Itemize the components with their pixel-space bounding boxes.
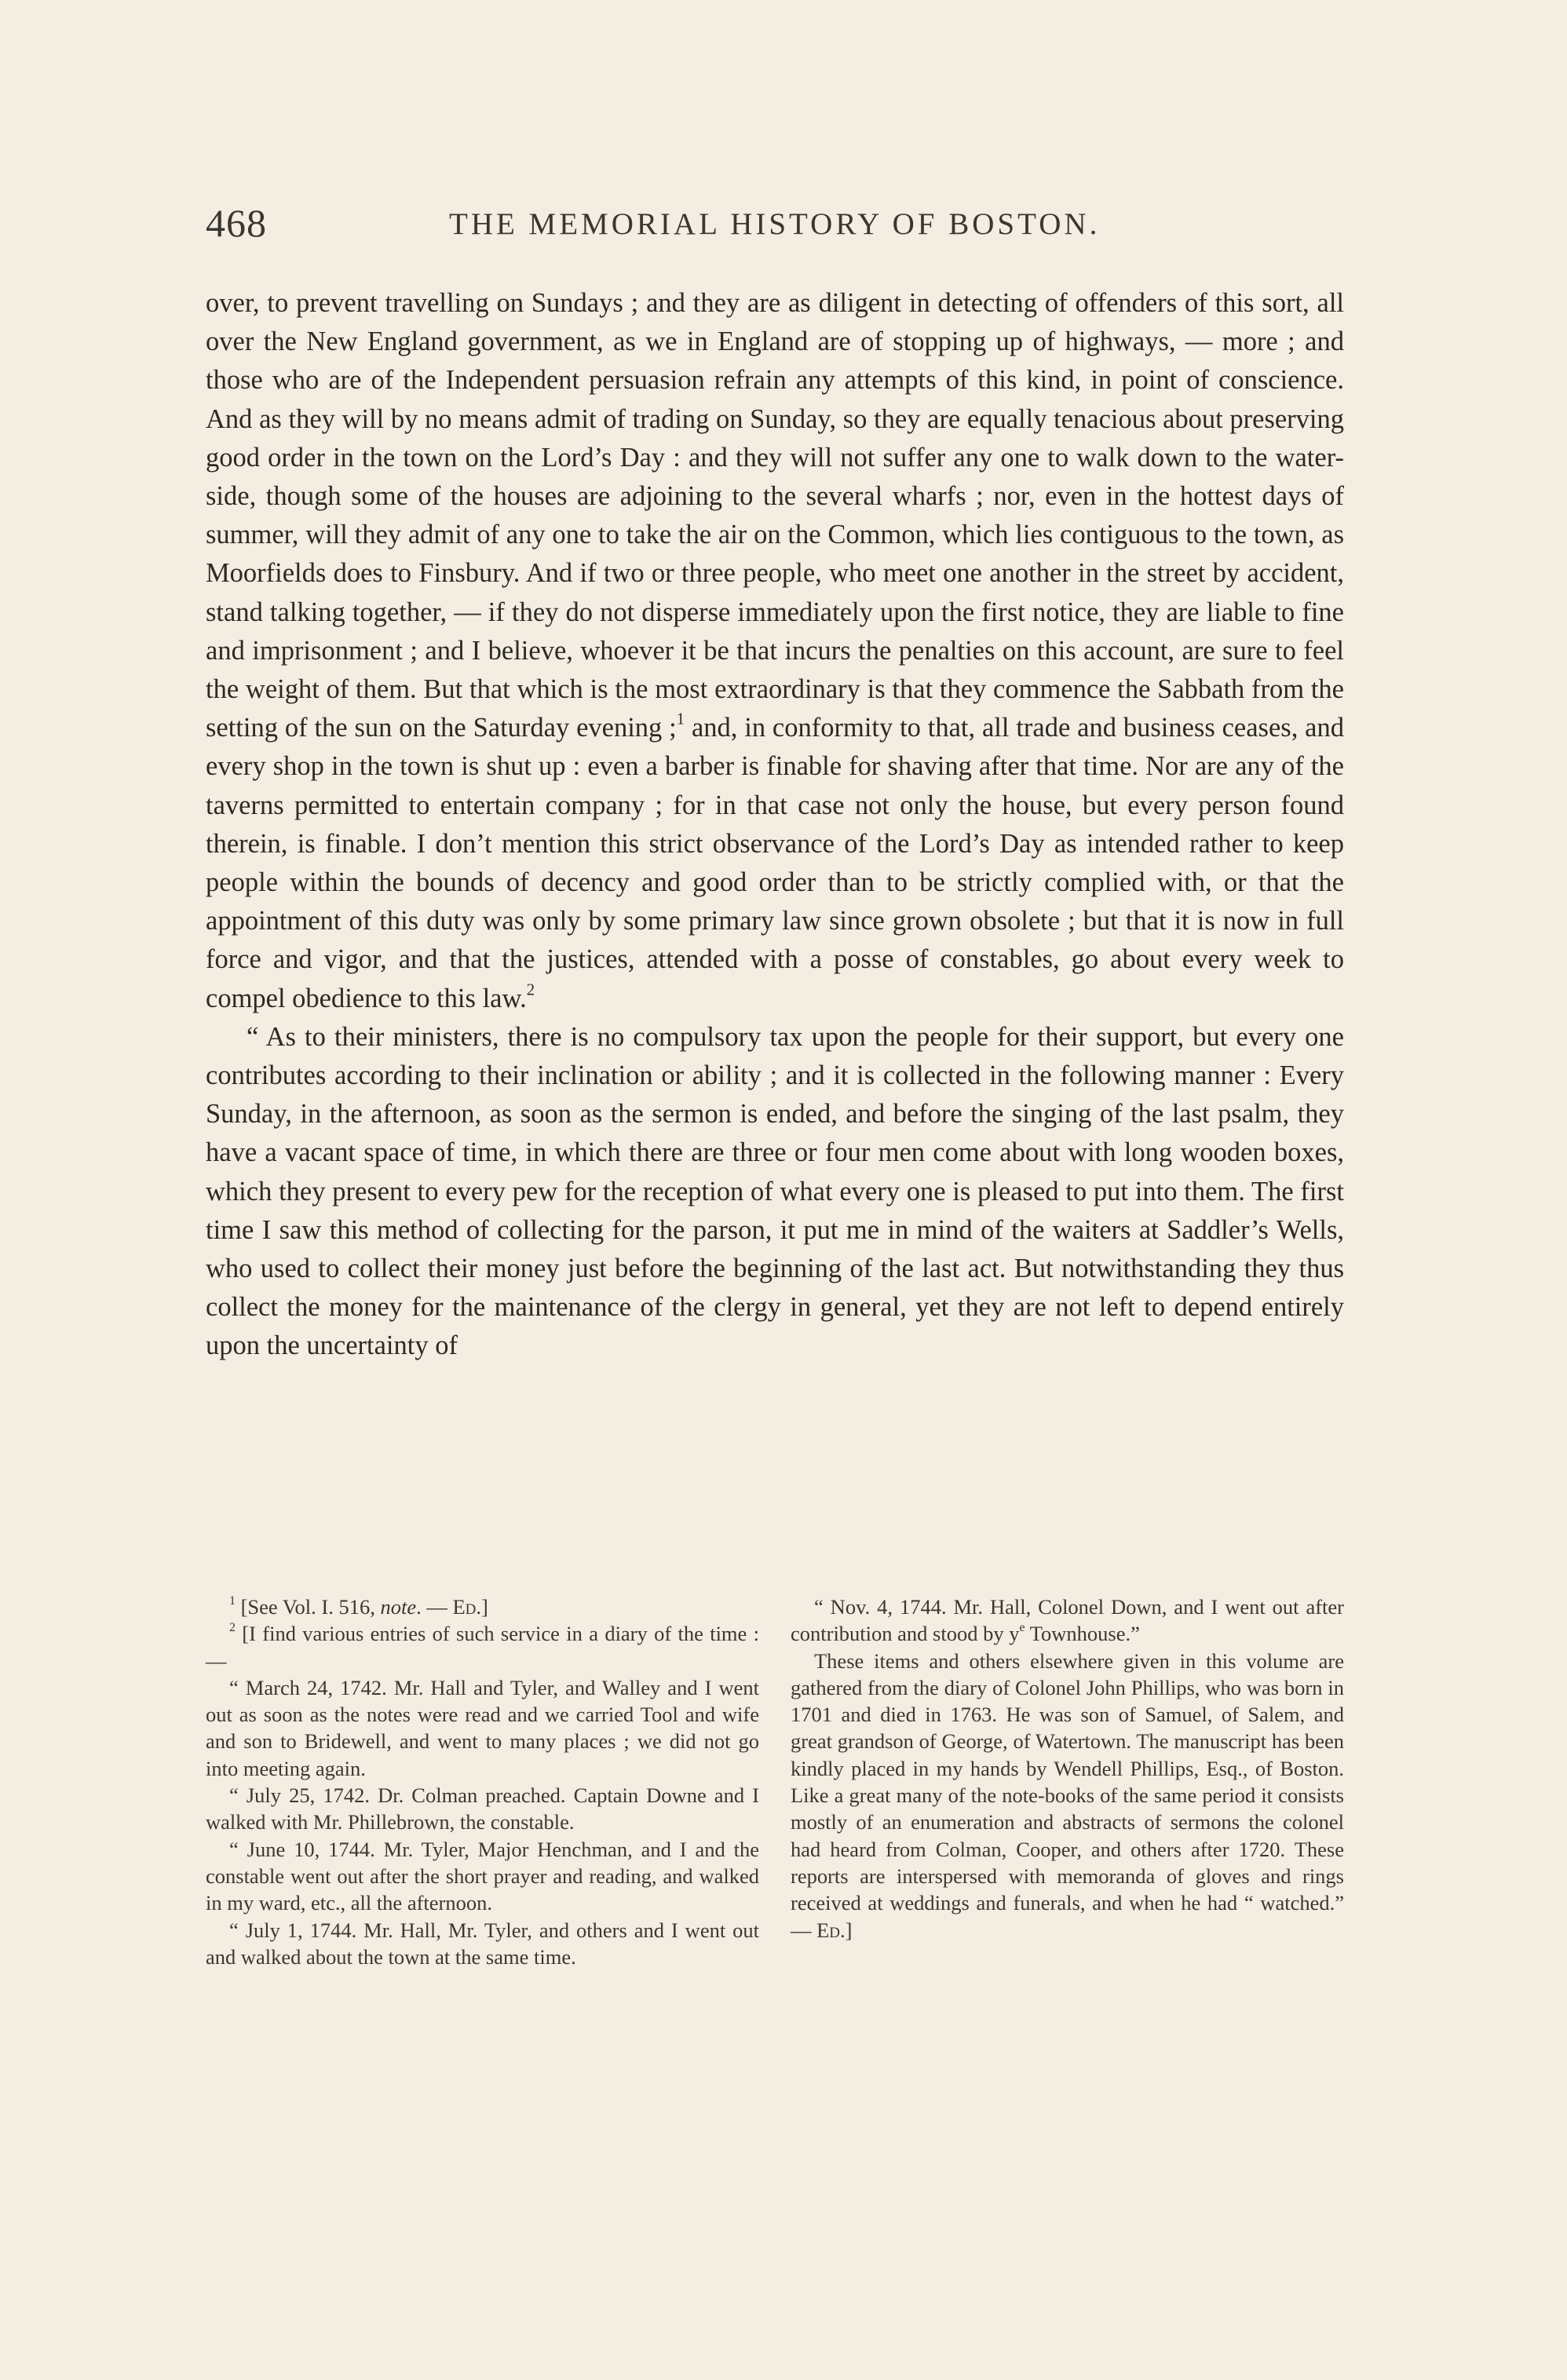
footnote-ref-1: 1 (676, 710, 685, 728)
main-text (206, 284, 1344, 1366)
footnotes-left-column (206, 1593, 759, 1970)
paragraph-1-text-a: over, to prevent travelling on Sundays ; and they are as diligent in detecting of offenders of this sort, all over the New England government, as we in England are of stopping up of highways, — more ; and those who are of the Independent persuasion refrain any attempts of this kind, in point of conscience. And as they will by no means admit of trading on Sunday, so they are equally tenacious about preserving good order in the town on the Lord’s Day : and they will not suffer any one to walk down to the water-side, though some of the houses are adjoining to the several wharfs ; nor, even in the hottest days of summer, will they admit of any one to take the air on the Common, which lies contiguous to the town, as Moorfields does to Finsbury. And if two or three people, who meet one another in the street by accident, stand talking together, — if they do not disperse immediately upon the first notice, they are liable to fine and imprisonment ; and I believe, whoever it be that incurs the penalties on this account, are sure to feel the weight of them. But that which is the most extraordinary is that they commence the Sabbath from the setting of the sun on the Saturday evening ; (206, 288, 1344, 743)
footnote-ref-2: 2 (526, 981, 535, 999)
footnote-1: $^1$ [See Vol. I. 516, note. — Ed.] (229, 1594, 488, 1619)
footnote-1-mark: 1 (229, 1594, 236, 1608)
diary-entry: “ July 1, 1744. Mr. Hall, Mr. Tyler, and others and I went out and walked about the town at the same time. (206, 1918, 759, 1969)
page-header (206, 200, 1344, 255)
paragraph-1 (206, 284, 1344, 1018)
footnotes (206, 1593, 1344, 2190)
diary-entry: “ Nov. 4, 1744. Mr. Hall, Colonel Down, and I went out after contribution and stood by $y^e$ Townhouse.” (791, 1595, 1344, 1646)
footnotes-right-column (791, 1593, 1344, 1944)
footnote-2: $^2$ [I find various entries of such service in a diary of the time : — (206, 1621, 759, 1673)
footnote-1-note: note (380, 1595, 417, 1619)
paragraph-1-text-b: and, in conformity to that, all trade and business ceases, and every shop in the town is shut up : even a barber is finable for shaving after that time. Nor are any of the taverns permitted to entertain company ; for in that case not only the house, but every person found therein, is finable. I don’t mention this strict observance of the Lord’s Day as intended rather to keep people within the bounds of decency and good order than to be strictly complied with, or that the appointment of this duty was only by some primary law since grown obsolete ; but that it is now in full force and vigor, and that the justices, attended with a posse of constables, go about every week to compel obedience to this law. (206, 713, 1344, 1013)
editor-comment: These items and others elsewhere given in this volume are gathered from the diary of Colonel John Phillips, who was born in 1701 and died in 1763. He was son of Samuel, of Salem, and great grandson of George, of Watertown. The manuscript has been kindly placed in my hands by Wendell Phillips, Esq., of Boston. Like a great many of the note-books of the same period it consists mostly of an enumeration and abstracts of sermons the colonel had heard from Colman, Cooper, and others after 1720. These reports are interspersed with memoranda of gloves and rings received at weddings and funerals, and when he had “ watched.” — Ed.] (791, 1648, 1344, 1942)
footnote-2-mark: 2 (229, 1621, 236, 1635)
diary-entry: “ June 10, 1744. Mr. Tyler, Major Henchman, and I and the constable went out after the short prayer and reading, and walked in my ward, etc., all the afternoon. (206, 1837, 759, 1915)
diary-entry: “ March 24, 1742. Mr. Hall and Tyler, and Walley and I went out as soon as the notes were read and we carried Tool and wife and son to Bridewell, and went to many places ; we did not go into meeting again. (206, 1675, 759, 1780)
page-number: 468 (206, 201, 267, 245)
diary-entry: “ July 25, 1742. Dr. Colman preached. Captain Downe and I walked with Mr. Phillebrown, the constable. (206, 1783, 759, 1834)
running-title: THE MEMORIAL HISTORY OF BOSTON. (449, 207, 1101, 241)
paragraph-2: “ As to their ministers, there is no compulsory tax upon the people for their support, but every one contributes according to their inclination or ability ; and it is collected in the following manner : Every Sunday, in the afternoon, as soon as the sermon is ended, and before the singing of the last psalm, they have a vacant space of time, in which there are three or four men come about with long wooden boxes, which they present to every pew for the reception of what every one is pleased to put into them. The first time I saw this method of collecting for the parson, it put me in mind of the waiters at Saddler’s Wells, who used to collect their money just before the beginning of the last act. But notwithstanding they thus collect the money for the maintenance of the clergy in general, yet they are not left to depend entirely upon the uncertainty of (206, 1021, 1344, 1361)
